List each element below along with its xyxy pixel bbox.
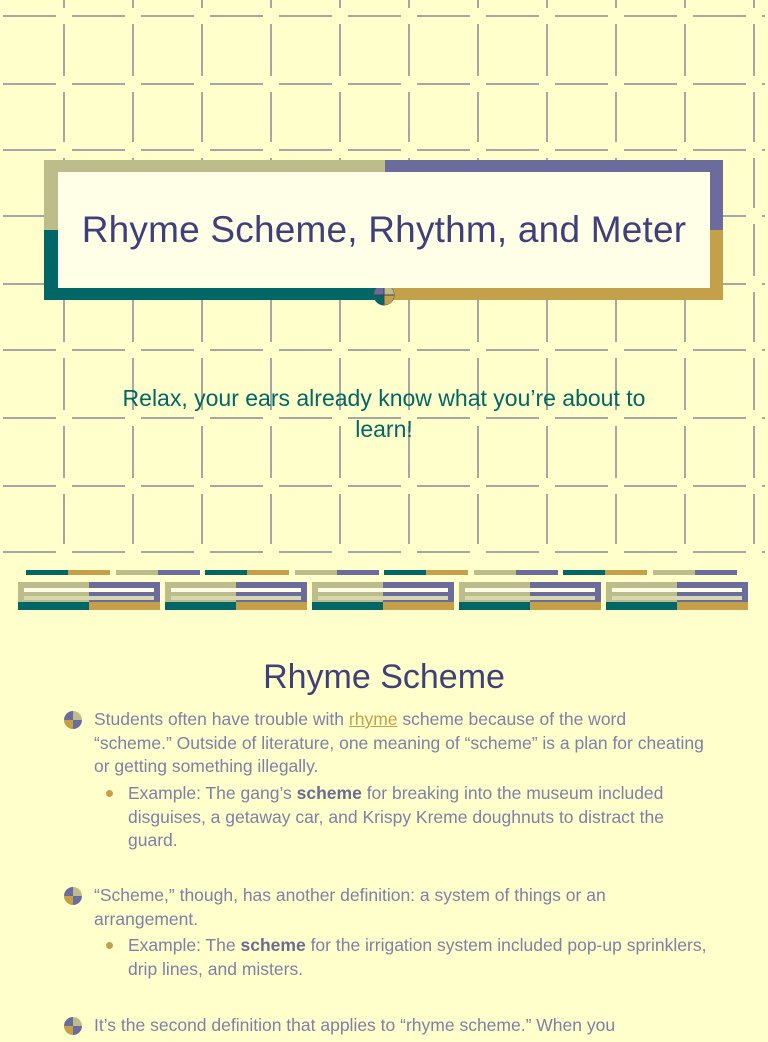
divider-thin-bar xyxy=(205,570,289,575)
divider-block xyxy=(606,582,748,610)
sub-bullet-2 xyxy=(128,934,718,981)
decorative-divider xyxy=(0,556,768,616)
divider-thin-bar xyxy=(295,570,379,575)
divider-block xyxy=(459,582,601,610)
bullet-3-text: It’s the second definition that applies to “rhyme scheme.” When you xyxy=(94,1015,616,1035)
divider-thin-bar xyxy=(474,570,558,575)
bullet-1-text-pre: Students often have trouble with xyxy=(94,709,349,729)
sub-bullet-1 xyxy=(128,782,718,853)
quartered-circle-icon xyxy=(64,887,82,905)
divider-thin-bar xyxy=(384,570,468,575)
title-box xyxy=(58,172,710,288)
divider-thin-bar xyxy=(116,570,200,575)
gold-dot-icon xyxy=(106,790,113,797)
slide2-title: Rhyme Scheme xyxy=(263,658,505,696)
frame-ornament-icon xyxy=(374,285,394,305)
gold-dot-icon xyxy=(106,942,113,949)
sub-2-text-pre: Example: The xyxy=(128,935,241,955)
divider-block xyxy=(18,582,160,610)
slide-subtitle: Relax, your ears already know what you’re about to learn! xyxy=(122,385,646,442)
sub-2-text-post: for the irrigation system included pop-up sprinklers, drip lines, and misters. xyxy=(128,935,707,979)
slide-title: Rhyme Scheme, Rhythm, and Meter xyxy=(81,209,687,250)
divider-thin-bar xyxy=(653,570,737,575)
content-slide xyxy=(0,616,768,1035)
sub-1-keyword: scheme xyxy=(296,783,362,803)
bullet-item-2 xyxy=(94,884,704,931)
bullet-1-text-post: scheme because of the word “scheme.” Outside of literature, one meaning of “scheme” is a plan for cheating or getting something illegally. xyxy=(94,709,704,776)
sub-1-text-pre: Example: The gang’s xyxy=(128,783,297,803)
divider-block xyxy=(165,582,307,610)
rhyme-link[interactable]: rhyme xyxy=(348,709,398,729)
bullet-item-1 xyxy=(94,708,704,779)
sub-1-text-post: for breaking into the museum included disguises, a getaway car, and Krispy Kreme doughnuts to distract the guard. xyxy=(128,783,664,850)
bullet-item-3 xyxy=(94,1014,704,1038)
divider-block xyxy=(312,582,454,610)
quartered-circle-icon xyxy=(64,1017,82,1035)
divider-thin-bar xyxy=(563,570,647,575)
bullet-2-text: “Scheme,” though, has another definition: a system of things or an arrangement. xyxy=(94,885,606,929)
quartered-circle-icon xyxy=(64,711,82,729)
divider-thin-bar xyxy=(26,570,110,575)
sub-2-keyword: scheme xyxy=(240,935,306,955)
